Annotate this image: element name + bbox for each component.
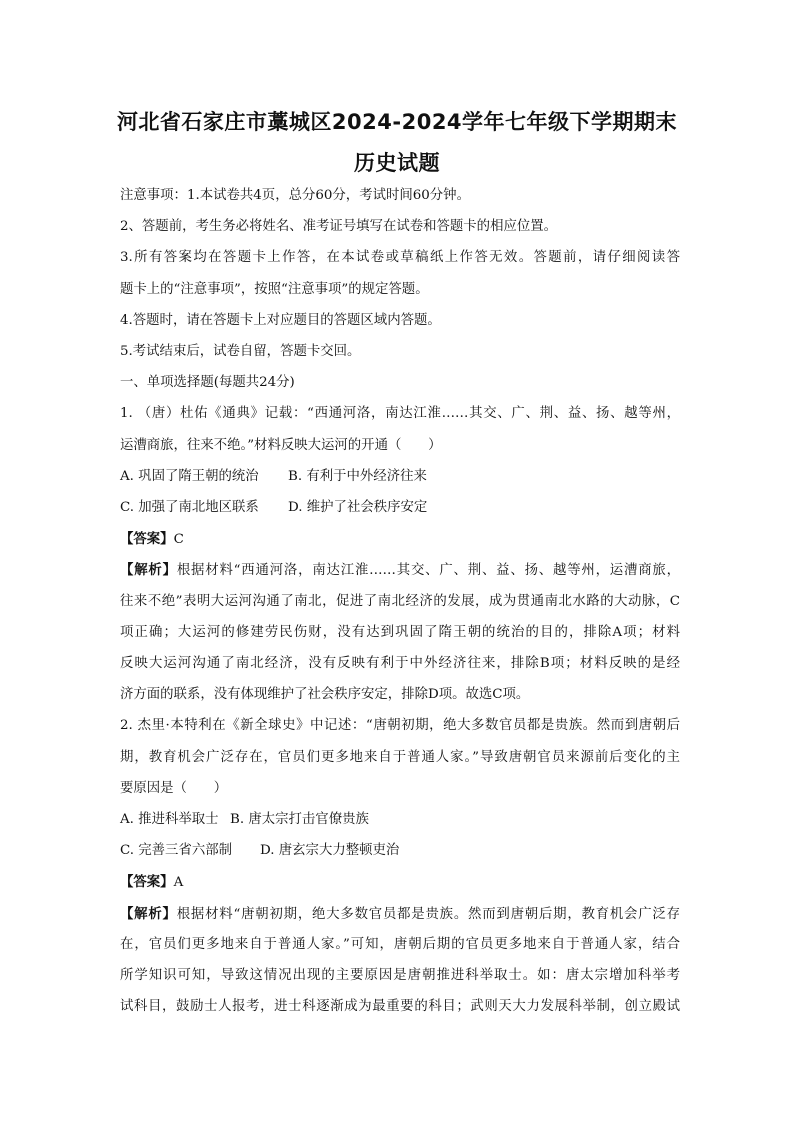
answer-label: 【答案】: [120, 531, 174, 547]
question-1-analysis: 济方面的联系，没有体现维护了社会秩序安定，排除D项。故选C项。: [120, 687, 530, 702]
section-title: 一、单项选择题(每题共24分): [120, 375, 295, 390]
note-line: 3.所有答案均在答题卡上作答，在本试卷或草稿纸上作答无效。答题前，请仔细阅读答: [120, 250, 680, 265]
question-1-option-b: B. 有利于中外经济往来: [288, 469, 427, 484]
note-line: 注意事项：1.本试卷共4页，总分60分，考试时间60分钟。: [120, 188, 470, 203]
answer-label: 【答案】: [120, 874, 174, 890]
analysis-text: 根据材料“西通河洛，南达江淮……其交、广、荆、益、扬、越等州，运漕商旅，: [176, 563, 680, 578]
note-line: 4.答题时，请在答题卡上对应题目的答题区域内答题。: [120, 313, 441, 328]
question-1-option-a: A. 巩固了隋王朝的统治: [120, 469, 259, 484]
question-1-analysis: [120, 561, 680, 579]
question-1-option-d: D. 维护了社会秩序安定: [288, 500, 428, 515]
question-2-analysis: 在，官员们更多地来自于普通人家。”可知，唐朝后期的官员更多地来自于普通人家，结合: [120, 937, 680, 952]
question-1-answer: [120, 530, 680, 549]
question-1-analysis: 往来不绝”表明大运河沟通了南北，促进了南北经济的发展，成为贯通南北水路的大动脉，C: [120, 594, 680, 609]
exam-title: 河北省石家庄市藁城区2024-2024学年七年级下学期期末: [116, 110, 678, 134]
note-line: 5.考试结束后，试卷自留，答题卡交回。: [120, 344, 361, 359]
note-line: 题卡上的“注意事项”，按照“注意事项”的规定答题。: [120, 282, 429, 297]
analysis-label: 【解析】: [120, 906, 177, 922]
answer-value: C: [173, 532, 184, 547]
question-2-option-c: C. 完善三省六部制: [120, 843, 233, 858]
question-2-answer: [120, 873, 680, 892]
question-2-stem: 期，教育机会广泛存在，官员们更多地来自于普通人家。”导致唐朝官员来源前后变化的主: [120, 750, 680, 765]
question-1-analysis: 项正确；大运河的修建劳民伤财，没有达到巩固了隋王朝的统治的目的，排除A项；材料: [120, 625, 680, 640]
question-2-stem: 2. 杰里·本特利在《新全球史》中记述：“唐朝初期，绝大多数官员都是贵族。然而到唐朝后: [120, 718, 680, 733]
question-1-stem: 运漕商旅，往来不绝。”材料反映大运河的开通（ ）: [120, 438, 442, 453]
question-1-stem: 1. （唐）杜佑《通典》记载：“西通河洛，南达江淮……其交、广、荆、益、扬、越等州，: [120, 406, 680, 421]
question-2-stem: 要原因是（ ）: [120, 781, 228, 796]
question-1-option-c: C. 加强了南北地区联系: [120, 500, 259, 515]
analysis-label: 【解析】: [120, 562, 177, 578]
question-1-analysis: 反映大运河沟通了南北经济，没有反映有利于中外经济往来，排除B项；材料反映的是经: [120, 656, 680, 671]
question-2-option-b: B. 唐太宗打击官僚贵族: [230, 812, 369, 827]
question-2-analysis: [120, 905, 680, 923]
question-2-option-d: D. 唐玄宗大力整顿吏治: [260, 843, 400, 858]
note-line: 2、答题前，考生务必将姓名、准考证号填写在试卷和答题卡的相应位置。: [120, 219, 558, 234]
question-2-analysis: 试科目，鼓励士人报考，进士科逐渐成为最重要的科目；武则天大力发展科举制，创立殿试: [120, 999, 680, 1014]
question-2-option-a: A. 推进科举取士: [120, 812, 219, 827]
answer-value: A: [173, 875, 184, 890]
question-2-analysis: 所学知识可知，导致这情况出现的主要原因是唐朝推进科举取士。如：唐太宗增加科举考: [120, 968, 680, 983]
exam-subtitle: 历史试题: [354, 151, 440, 175]
analysis-text: 根据材料“唐朝初期，绝大多数官员都是贵族。然而到唐朝后期，教育机会广泛存: [176, 907, 680, 922]
